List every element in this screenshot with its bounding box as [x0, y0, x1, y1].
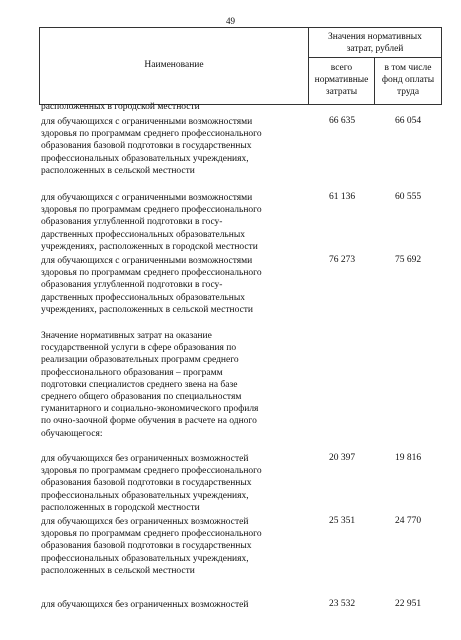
- table-row-text: [41, 599, 304, 611]
- wage-col-line: фонд оплаты: [381, 75, 435, 85]
- text-line: расположенных в городской местности: [41, 102, 200, 112]
- table-row-text: [41, 516, 304, 577]
- text-line: образования базовой подготовки в государственных: [41, 141, 252, 152]
- text-line: профессионального образования – программ: [41, 367, 223, 378]
- total-costs-value: 23 532: [328, 599, 356, 609]
- total-costs-value: 76 273: [328, 255, 356, 265]
- total-costs-value: 25 351: [328, 516, 356, 526]
- text-line: здоровья по программам среднего профессионального: [41, 205, 262, 216]
- text-line: государственной услуги в сфере образования по: [41, 343, 237, 354]
- text-line: подготовки специалистов среднего звена на базе: [41, 379, 238, 390]
- total-col-line: всего: [330, 63, 353, 73]
- text-line: учреждениях, расположенных в сельской местности: [41, 304, 254, 315]
- text-line: для обучающихся с ограниченными возможностями: [41, 256, 253, 266]
- text-line: для обучающихся без ограниченных возможностей: [41, 454, 249, 464]
- text-line: образования углубленной подготовки в госу-: [41, 217, 223, 228]
- wage-fund-value: 66 054: [394, 116, 422, 126]
- norm-costs-line: затрат, рублей: [346, 44, 404, 54]
- wage-fund-value: 75 692: [394, 255, 422, 265]
- text-line: реализации образовательных программ среднего: [41, 355, 239, 366]
- text-line: здоровья по программам среднего профессионального: [41, 129, 262, 140]
- norm-costs-line: Значения нормативных: [328, 32, 422, 42]
- text-line: образования базовой подготовки в государственных: [41, 541, 252, 552]
- group-header-divider: [308, 57, 442, 58]
- total-col-line: нормативные: [314, 75, 369, 85]
- text-line: для обучающихся с ограниченными возможностями: [41, 193, 253, 203]
- text-line: расположенных в сельской местности: [41, 565, 195, 576]
- table-row-text: [41, 192, 304, 253]
- text-line: среднего общего образования по специальностям: [41, 392, 242, 403]
- wage-fund-value: 22 951: [394, 599, 422, 609]
- text-line: образования базовой подготовки в государственных: [41, 478, 252, 489]
- table-row-text: [41, 116, 304, 177]
- text-line: дарственных профессиональных образовательных: [41, 292, 245, 303]
- table-right-border: [441, 27, 442, 105]
- text-line: обучающегося:: [41, 428, 103, 439]
- wage-col-line: труда: [396, 87, 420, 97]
- table-row-text: [41, 453, 304, 514]
- text-line: здоровья по программам среднего профессионального: [41, 268, 262, 279]
- total-col-line: затраты: [325, 87, 358, 97]
- text-line: Значение нормативных затрат на оказание: [41, 331, 212, 341]
- total-costs-column-header: [309, 62, 374, 98]
- wage-fund-value: 19 816: [394, 453, 422, 463]
- total-costs-value: 66 635: [328, 116, 356, 126]
- wage-fund-value: 60 555: [394, 192, 422, 202]
- text-line: здоровья по программам среднего профессионального: [41, 529, 262, 540]
- name-column-header: Наименование: [144, 60, 204, 70]
- table-row-text: [41, 330, 304, 440]
- text-line: профессиональных образовательных учреждениях,: [41, 553, 249, 564]
- text-line: гуманитарного и социально-экономического профиля: [41, 404, 259, 415]
- total-costs-value: 20 397: [328, 453, 356, 463]
- text-line: образования углубленной подготовки в госу-: [41, 280, 223, 291]
- table-row-text: [41, 255, 304, 316]
- text-line: расположенных в городской местности: [41, 502, 200, 513]
- text-line: учреждениях, расположенных в городской местности: [41, 241, 258, 252]
- wage-col-line: в том числе: [384, 63, 432, 73]
- table-row-text: [41, 101, 304, 113]
- table-top-border: [39, 27, 442, 28]
- text-line: для обучающихся с ограниченными возможностями: [41, 117, 253, 127]
- text-line: для обучающихся без ограниченных возможностей: [41, 517, 249, 527]
- wage-fund-value: 24 770: [394, 516, 422, 526]
- text-line: расположенных в сельской местности: [41, 165, 195, 176]
- page-number: 49: [226, 16, 235, 26]
- total-costs-value: 61 136: [328, 192, 356, 202]
- text-line: профессиональных образовательных учреждениях,: [41, 490, 249, 501]
- wage-fund-column-header: [375, 62, 441, 98]
- text-line: профессиональных образовательных учреждениях,: [41, 153, 249, 164]
- norm-costs-group-header: [309, 31, 441, 55]
- text-line: здоровья по программам среднего профессионального: [41, 466, 262, 477]
- text-line: для обучающихся без ограниченных возможностей: [41, 600, 249, 610]
- text-line: дарственных профессиональных образовательных: [41, 229, 245, 240]
- text-line: по очно-заочной форме обучения в расчете на одного: [41, 416, 257, 427]
